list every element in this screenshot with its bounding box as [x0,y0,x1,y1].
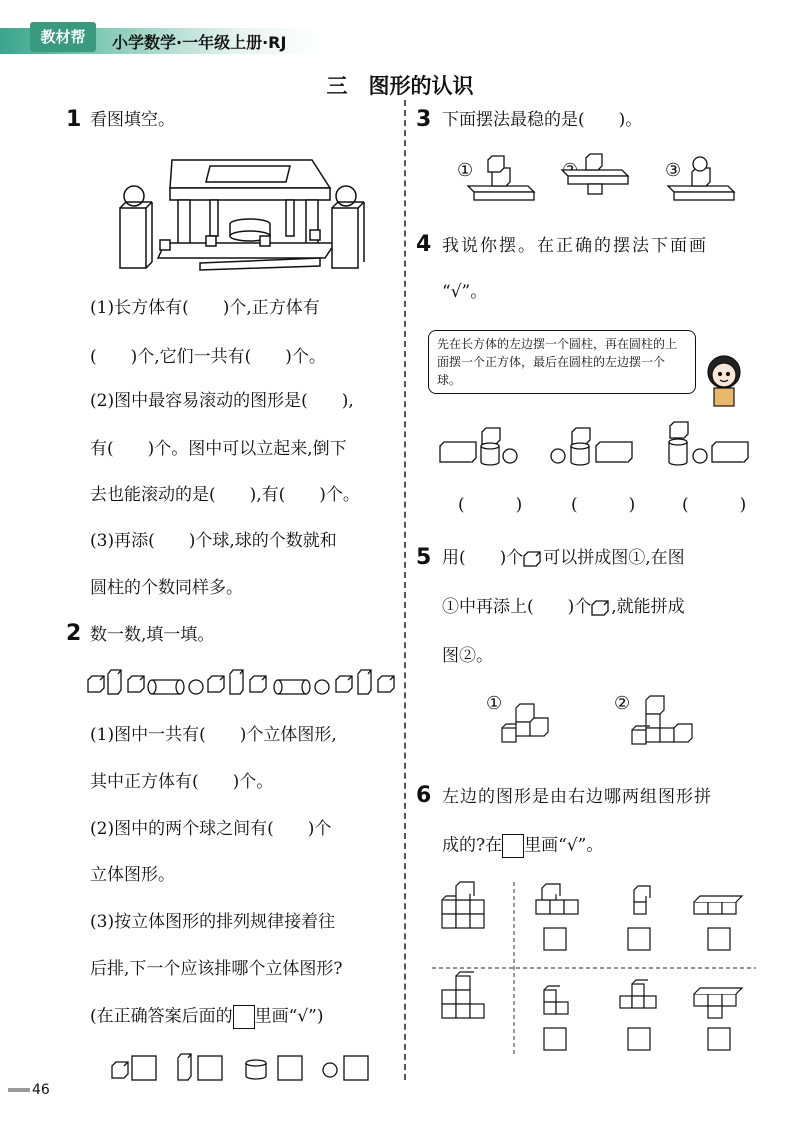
page-number: 46 [32,1082,50,1098]
q2-line-5: (3)按立体图形的排列规律接着往 [90,912,336,932]
cube-icon [523,551,543,567]
column-divider [404,100,406,1080]
q2-shape-sequence [86,668,396,698]
q4-title-2: “√”。 [442,282,488,302]
book-badge: 教材帮 [30,22,96,52]
q3-option-1-label: ① [457,160,474,181]
q2-line-7-part-a: (在正确答案后面的 [90,1006,233,1027]
q2-line-2: 其中正方体有( )个。 [90,772,274,792]
q1-line-7: 圆柱的个数同样多。 [90,578,243,598]
q2-answer-options [112,1052,382,1084]
q5-line-1-part-a: 用( )个 [442,548,524,568]
q3-title: 下面摆法最稳的是( )。 [442,110,643,130]
q1-line-4: 有( )个。图中可以立起来,倒下 [90,439,347,459]
book-series-title: 小学数学·一年级上册·RJ [112,33,287,52]
q5-line-3: 图②。 [442,646,493,666]
q6-line-2 [442,834,603,858]
cube-icon [591,600,611,616]
q6-line-2-part-b: 里画“√”。 [524,835,604,856]
q2-title: 数一数,填一填。 [90,625,215,645]
q6-line-2-part-a: 成的?在 [442,835,503,856]
q2-line-1: (1)图中一共有( )个立体图形, [90,725,337,745]
q5-figure-2-label: ② [614,693,631,714]
q1-line-6: (3)再添( )个球,球的个数就和 [90,531,337,551]
q2-line-7 [90,1005,324,1029]
question-number-5: 5 [416,545,432,570]
q5-line-2-part-b: ,就能拼成 [611,597,685,617]
q5-line-2-part-a: ①中再添上( )个 [442,597,592,617]
q6-grid [432,880,758,1060]
question-number-2: 2 [66,621,82,646]
q6-line-1: 左边的图形是由右边哪两组图形拼 [442,787,712,807]
q4-answer-2[interactable]: ( ) [571,495,636,515]
question-number-3: 3 [416,107,432,132]
q2-line-4: 立体图形。 [90,865,175,885]
q1-line-1: (1)长方体有( )个,正方体有 [90,298,320,318]
q2-inline-answer-box [233,1005,255,1029]
q5-figures [500,690,720,760]
q1-illustration [110,148,340,273]
q4-arrangements [436,420,756,470]
girl-character-icon [700,348,750,412]
q2-line-3: (2)图中的两个球之间有( )个 [90,819,332,839]
q5-figure-1-label: ① [486,693,503,714]
chapter-title: 三 图形的认识 [326,74,474,98]
q5-line-2 [442,596,685,618]
question-number-1: 1 [66,107,82,132]
q2-line-6: 后排,下一个应该排哪个立体图形? [90,959,343,979]
q4-title: 我说你摆。在正确的摆法下面画 [442,236,708,256]
q6-inline-answer-box [502,834,524,858]
q5-line-1 [442,547,685,569]
q1-line-5: 去也能滚动的是( ),有( )个。 [90,485,360,505]
speech-bubble: 先在长方体的左边摆一个圆柱，再在圆柱的上面摆一个正方体，最后在圆柱的左边摆一个球。 [428,330,696,394]
q4-answer-3[interactable]: ( ) [682,495,747,515]
question-number-4: 4 [416,232,432,257]
q5-line-1-part-b: 可以拼成图①,在图 [543,548,685,568]
footer-bar [8,1088,30,1092]
q3-figures [462,158,752,208]
q4-answer-1[interactable]: ( ) [458,495,523,515]
question-number-6: 6 [416,783,432,808]
q1-line-2: ( )个,它们一共有( )个。 [90,347,326,367]
q3-option-3-label: ③ [665,160,682,181]
q1-line-3: (2)图中最容易滚动的图形是( ), [90,391,354,411]
q2-line-7-part-b: 里画“√”) [254,1006,324,1027]
q1-title: 看图填空。 [90,110,175,130]
